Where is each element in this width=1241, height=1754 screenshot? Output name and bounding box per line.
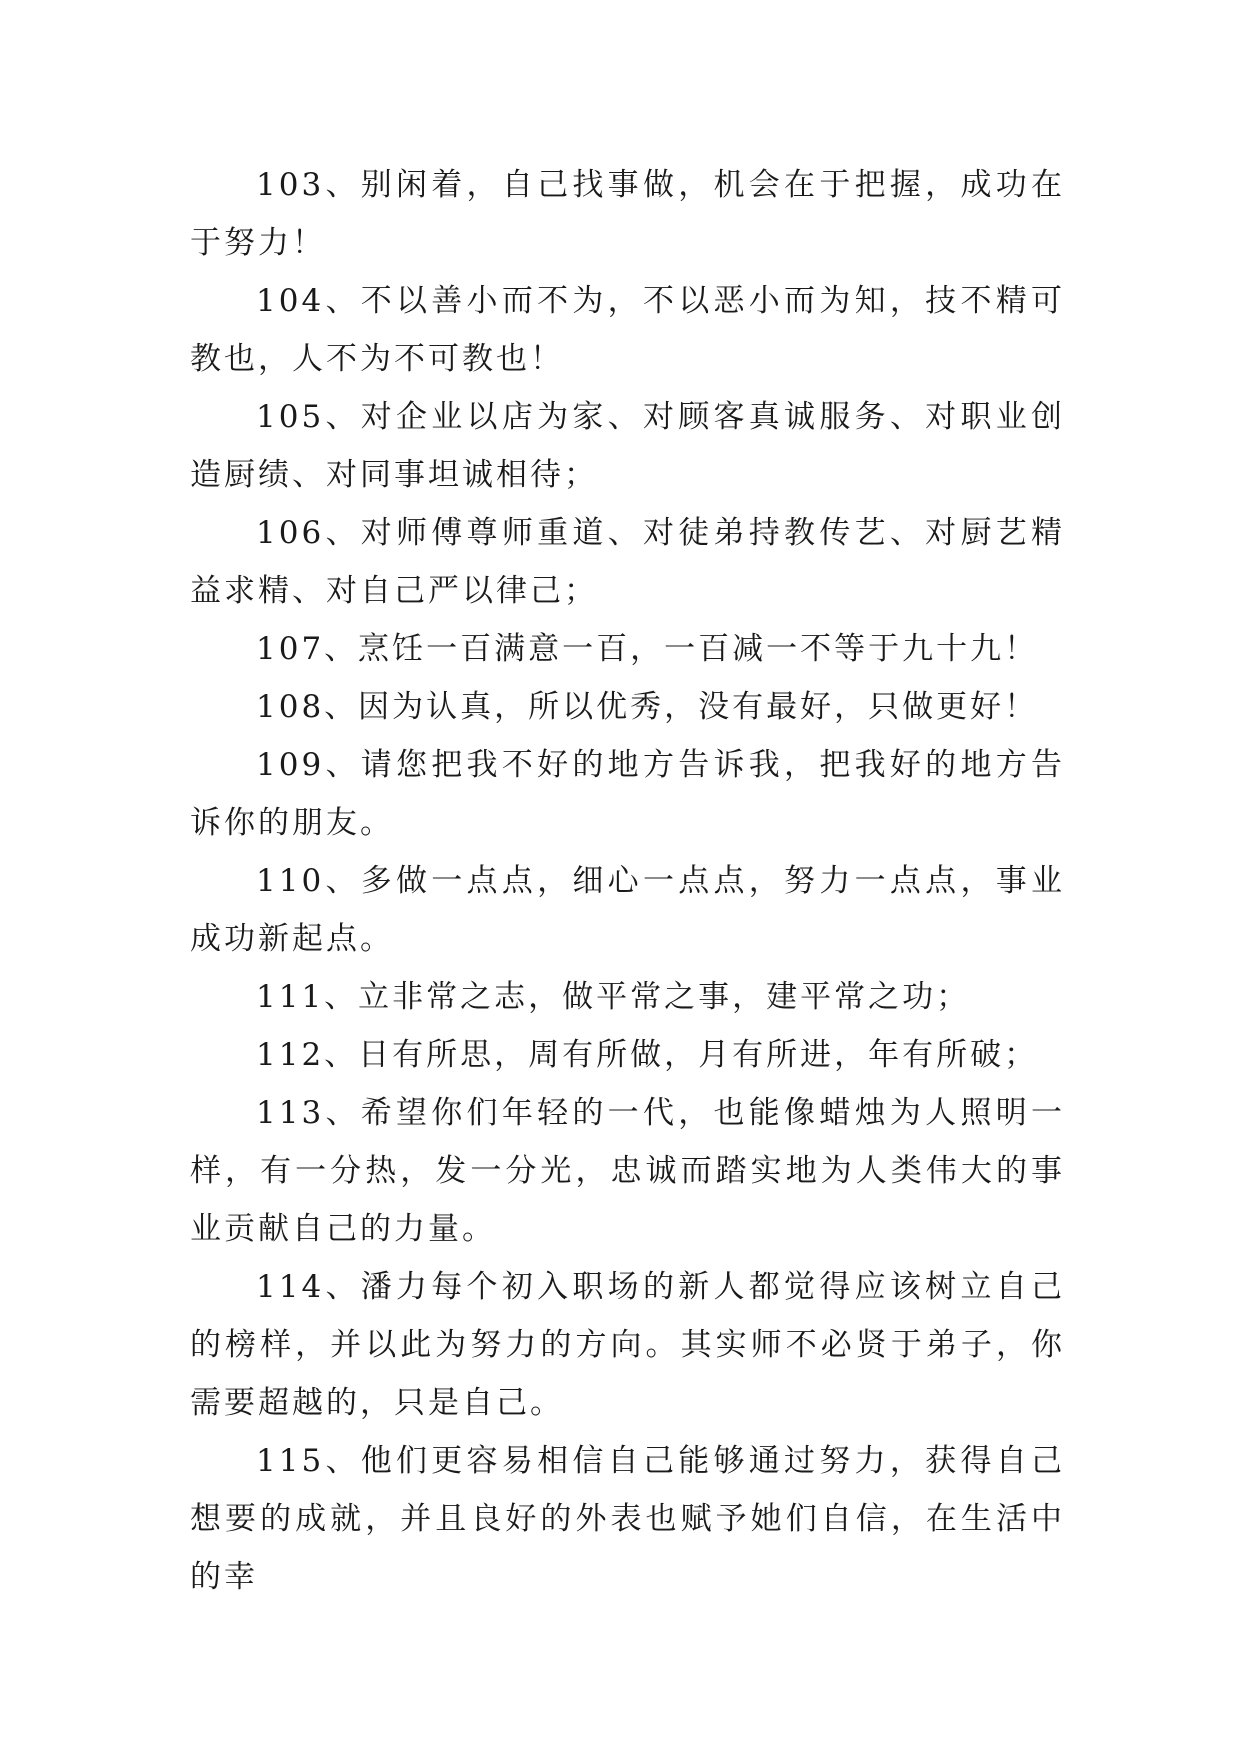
paragraph-106: 106、对师傅尊师重道、对徒弟持教传艺、对厨艺精益求精、对自己严以律己；: [190, 515, 1065, 609]
paragraph-105: 105、对企业以店为家、对顾客真诚服务、对职业创造厨绩、对同事坦诚相待；: [190, 399, 1065, 493]
paragraph-108: 108、因为认真，所以优秀，没有最好，只做更好！: [256, 689, 1039, 725]
paragraph-112: 112、日有所思，周有所做，月有所进，年有所破；: [256, 1037, 1039, 1073]
document-body: [190, 156, 1065, 1606]
paragraph-104: 104、不以善小而不为，不以恶小而为知，技不精可教也，人不为不可教也！: [190, 283, 1065, 377]
paragraph-109: 109、请您把我不好的地方告诉我，把我好的地方告诉你的朋友。: [190, 747, 1065, 841]
paragraph-115: 115、他们更容易相信自己能够通过努力，获得自己想要的成就，并且良好的外表也赋予她们自信，在生活中的幸: [190, 1443, 1065, 1595]
paragraph-107: 107、烹饪一百满意一百，一百减一不等于九十九！: [256, 631, 1039, 667]
paragraph-113: 113、希望你们年轻的一代，也能像蜡烛为人照明一样，有一分热，发一分光，忠诚而踏实地为人类伟大的事业贡献自己的力量。: [190, 1095, 1065, 1247]
paragraph-114: 114、潘力每个初入职场的新人都觉得应该树立自己的榜样，并以此为努力的方向。其实师不必贤于弟子，你需要超越的，只是自己。: [190, 1269, 1065, 1421]
paragraph-111: 111、立非常之志，做平常之事，建平常之功；: [256, 979, 971, 1015]
paragraph-110: 110、多做一点点，细心一点点，努力一点点，事业成功新起点。: [190, 863, 1065, 957]
paragraph-103: 103、别闲着，自己找事做，机会在于把握，成功在于努力！: [190, 167, 1065, 261]
